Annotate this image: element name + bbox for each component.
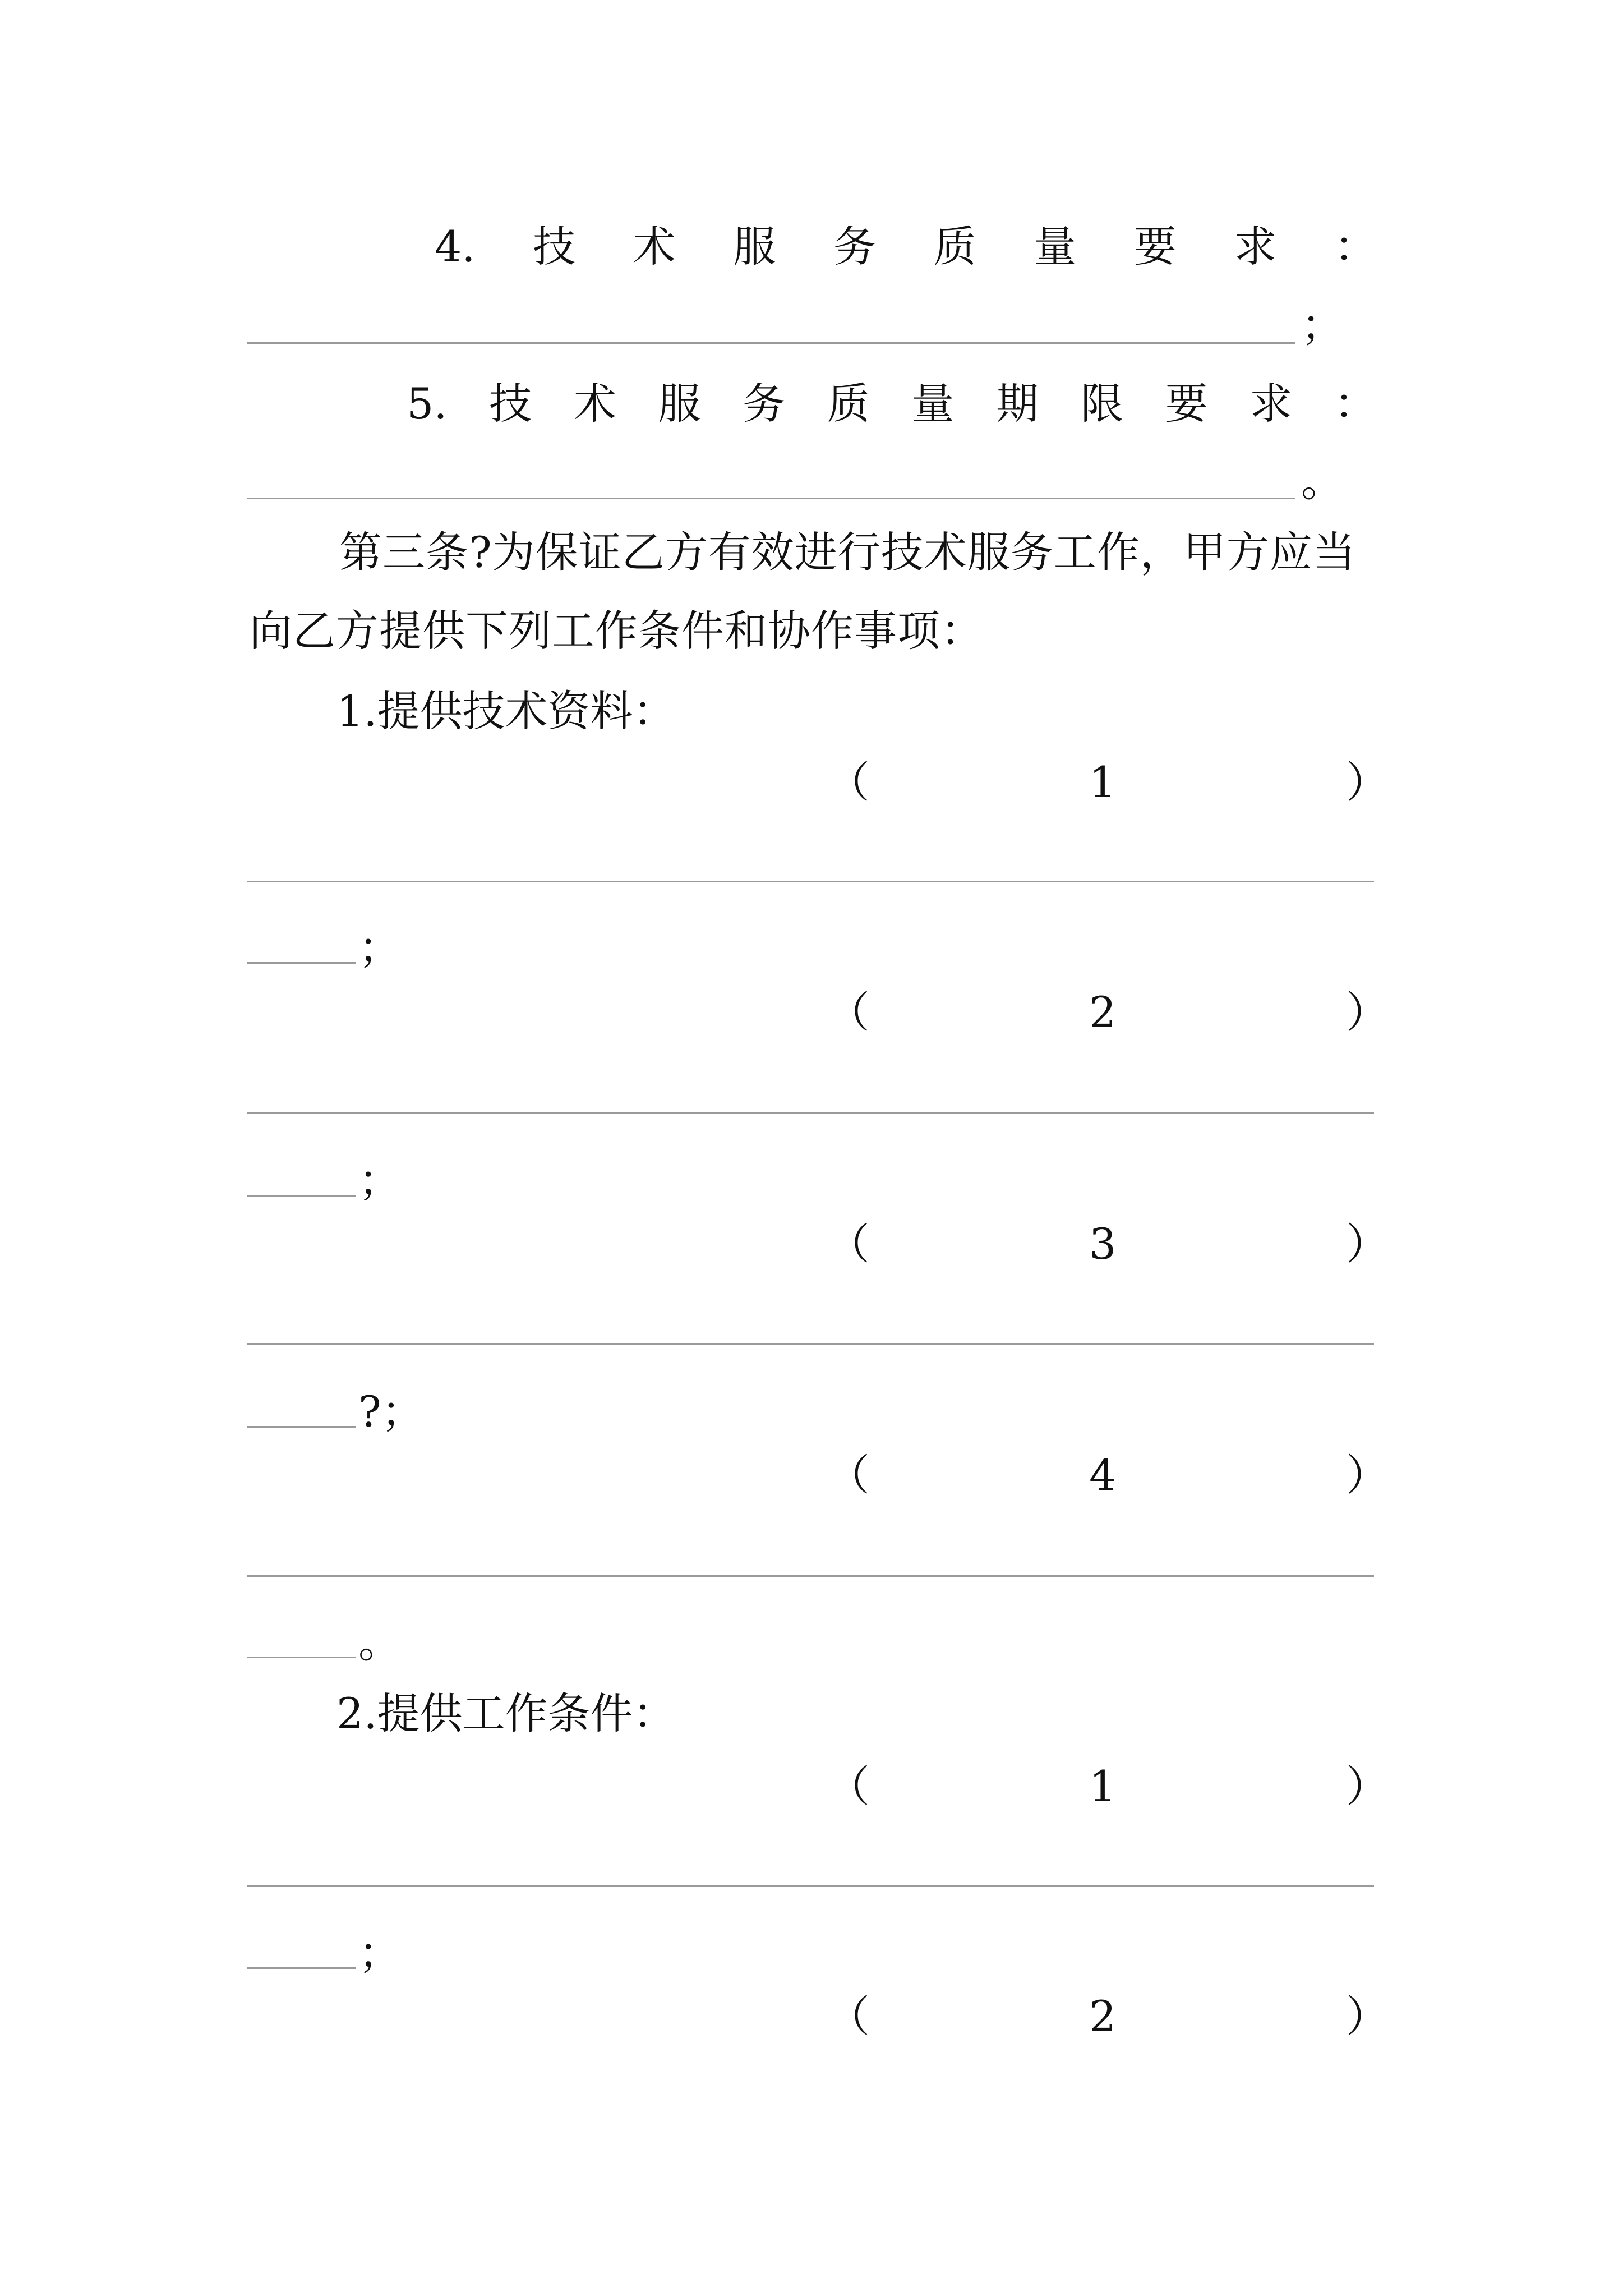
paren-close: ）	[1346, 1761, 1389, 1811]
article3-line2: 向乙方提供下列工作条件和协作事项：	[250, 606, 984, 656]
item5-fill-line[interactable]	[247, 498, 1295, 499]
item4-char: 量	[1034, 222, 1077, 272]
short-fill-line	[247, 1426, 356, 1428]
line-tail: 。	[358, 1617, 401, 1667]
item5-char: ：	[1334, 379, 1377, 429]
item5-char: 期	[996, 379, 1039, 429]
item4-char: 服	[733, 222, 776, 272]
paren-close: ）	[1346, 1450, 1389, 1500]
item5-char: 术	[573, 379, 616, 429]
fill-line[interactable]	[247, 1885, 1374, 1887]
item5-end-punct: 。	[1301, 456, 1344, 506]
fill-line[interactable]	[247, 1343, 1374, 1345]
item-number: 4	[1089, 1450, 1117, 1500]
short-fill-line	[247, 1195, 356, 1197]
item4-heading	[435, 219, 1377, 275]
item5-char: 求	[1249, 379, 1293, 429]
item4-number: 4.	[435, 222, 476, 272]
item4-char: 技	[533, 222, 576, 272]
item4-char: 要	[1133, 222, 1177, 272]
fill-line[interactable]	[247, 1112, 1374, 1114]
short-fill-line	[247, 1967, 356, 1969]
article3-line1: 第三条?为保证乙方有效进行技术服务工作，甲方应当	[339, 527, 1356, 577]
item-number: 1	[1089, 1761, 1117, 1811]
item4-char: 务	[833, 222, 876, 272]
item5-char: 限	[1080, 379, 1123, 429]
item5-char: 服	[658, 379, 701, 429]
item4-char: 术	[633, 222, 676, 272]
short-fill-line	[247, 962, 356, 964]
item5-char: 要	[1165, 379, 1208, 429]
item4-fill-line[interactable]	[247, 342, 1295, 344]
fill-line-continuation[interactable]	[247, 1614, 401, 1671]
fill-line[interactable]	[247, 881, 1374, 882]
item5-number: 5.	[407, 379, 448, 429]
section1-heading: 1.提供技术资料：	[336, 686, 676, 736]
paren-close: ）	[1346, 757, 1389, 807]
item4-char: 求	[1234, 222, 1277, 272]
item-number: 2	[1089, 1991, 1117, 2041]
item4-char: ：	[1334, 222, 1377, 272]
section2-heading: 2.提供工作条件：	[336, 1688, 676, 1738]
item-number: 1	[1089, 757, 1117, 807]
paren-open: （	[827, 1450, 870, 1500]
paren-close: ）	[1346, 987, 1389, 1037]
line-tail: ；	[358, 1928, 401, 1978]
paren-open: （	[827, 987, 870, 1037]
short-fill-line	[247, 1657, 356, 1658]
item5-char: 量	[911, 379, 955, 429]
line-tail: ；	[358, 1156, 401, 1205]
paren-open: （	[827, 757, 870, 807]
item-number: 3	[1089, 1219, 1117, 1269]
fill-line-continuation[interactable]	[247, 1925, 401, 1981]
item5-char: 务	[743, 379, 786, 429]
fill-line-continuation[interactable]	[247, 1153, 401, 1209]
line-tail: ；	[358, 923, 401, 973]
line-tail: ?；	[358, 1387, 424, 1437]
item4-char: 质	[933, 222, 976, 272]
fill-line-continuation[interactable]	[247, 920, 401, 976]
item-number: 2	[1089, 987, 1117, 1037]
paren-close: ）	[1346, 1219, 1389, 1269]
paren-open: （	[827, 1991, 870, 2041]
paren-open: （	[827, 1219, 870, 1269]
paren-open: （	[827, 1761, 870, 1811]
fill-line[interactable]	[247, 1575, 1374, 1577]
fill-line-continuation[interactable]	[247, 1384, 424, 1440]
item4-end-punct: ；	[1301, 300, 1344, 350]
paren-close: ）	[1346, 1991, 1389, 2041]
item5-char: 技	[489, 379, 532, 429]
item5-heading	[407, 376, 1377, 432]
item5-char: 质	[827, 379, 870, 429]
